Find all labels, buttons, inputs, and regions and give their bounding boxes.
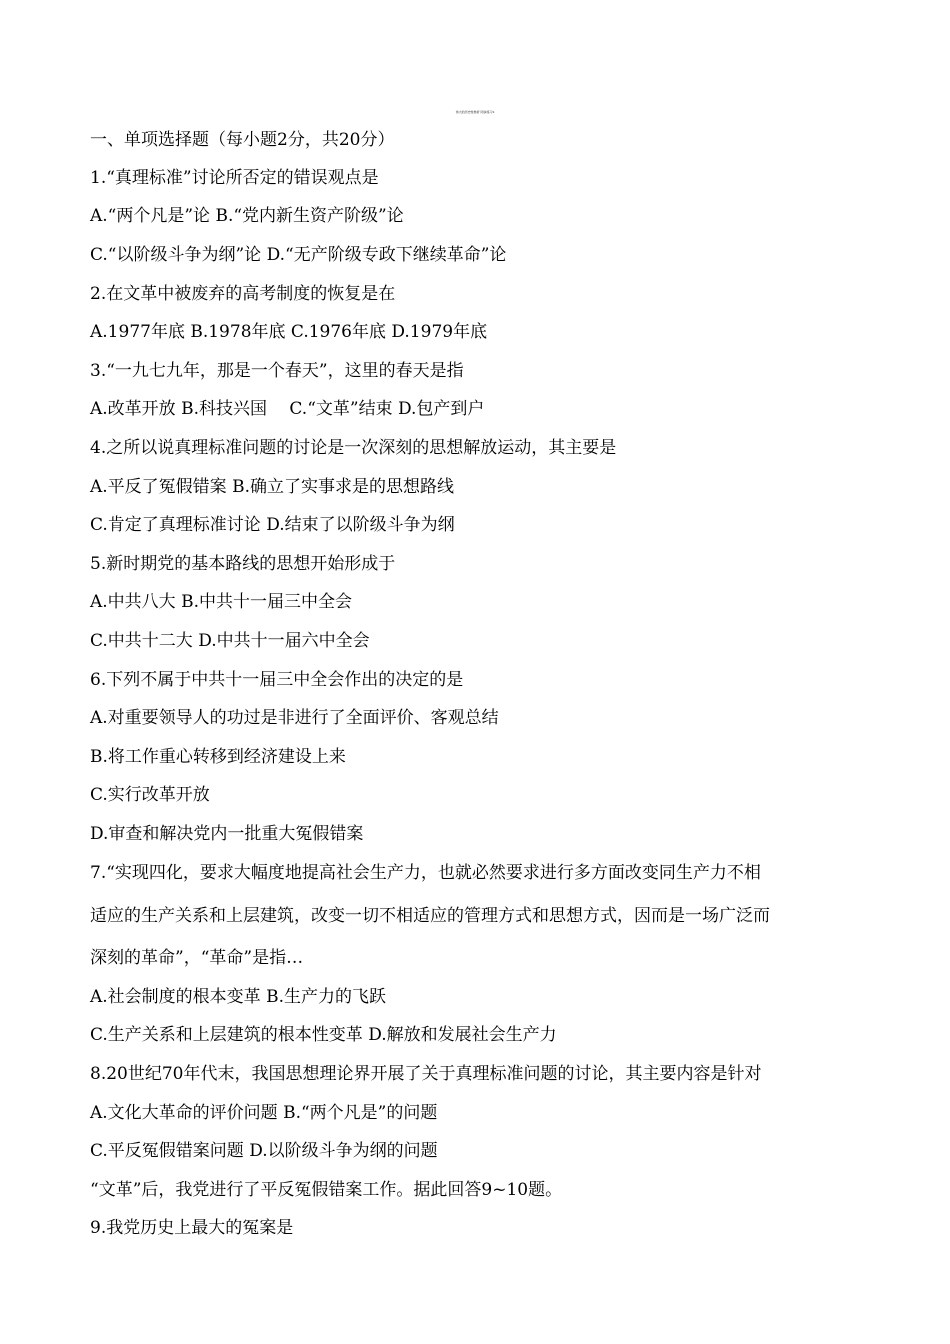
- text-line: 6.下列不属于中共十一届三中全会作出的决定的是: [90, 670, 464, 690]
- text-line: “文革”后，我党进行了平反冤假错案工作。据此回答9~10题。: [90, 1180, 563, 1200]
- text-line: 7.“实现四化，要求大幅度地提高社会生产力，也就必然要求进行多方面改变同生产力不相: [90, 863, 761, 883]
- text-line: A.文化大革命的评价问题 B.“两个凡是”的问题: [90, 1103, 438, 1123]
- text-line: 1.“真理标准”讨论所否定的错误观点是: [90, 168, 379, 188]
- text-line: 2.在文革中被废弃的高考制度的恢复是在: [90, 284, 396, 304]
- text-line: A.1977年底 B.1978年底 C.1976年底 D.1979年底: [90, 322, 488, 342]
- text-line: A.“两个凡是”论 B.“党内新生资产阶级”论: [90, 206, 404, 226]
- text-line: A.改革开放 B.科技兴国 C.“文革”结束 D.包产到户: [90, 399, 485, 419]
- text-line: B.将工作重心转移到经济建设上来: [90, 747, 346, 767]
- text-line: C.中共十二大 D.中共十一届六中全会: [90, 631, 370, 651]
- text-line: C.肯定了真理标准讨论 D.结束了以阶级斗争为纲: [90, 515, 455, 535]
- text-line: 4.之所以说真理标准问题的讨论是一次深刻的思想解放运动，其主要是: [90, 438, 617, 458]
- text-line: C.实行改革开放: [90, 785, 210, 805]
- text-line: 8.20世纪70年代末，我国思想理论界开展了关于真理标准问题的讨论，其主要内容是针对: [90, 1064, 762, 1084]
- text-line: C.生产关系和上层建筑的根本性变革 D.解放和发展社会生产力: [90, 1025, 557, 1045]
- text-line: 9.我党历史上最大的冤案是: [90, 1218, 294, 1238]
- section-heading: 一、单项选择题（每小题2分，共20分）: [90, 130, 395, 150]
- text-line: A.中共八大 B.中共十一届三中全会: [90, 592, 352, 612]
- text-line: C.平反冤假错案问题 D.以阶级斗争为纲的问题: [90, 1141, 438, 1161]
- text-line: A.对重要领导人的功过是非进行了全面评价、客观总结: [90, 708, 499, 728]
- text-line: A.平反了冤假错案 B.确立了实事求是的思想路线: [90, 477, 454, 497]
- text-line: C.“以阶级斗争为纲”论 D.“无产阶级专政下继续革命”论: [90, 245, 507, 265]
- text-line: 3.“一九七九年，那是一个春天”，这里的春天是指: [90, 361, 464, 381]
- text-line: 适应的生产关系和上层建筑，改变一切不相适应的管理方式和思想方式，因而是一场广泛而: [90, 906, 770, 926]
- text-line: D.审查和解决党内一批重大冤假错案: [90, 824, 364, 844]
- text-line: 5.新时期党的基本路线的思想开始形成于: [90, 554, 396, 574]
- page-title: 伟大的历史性转折 同步练习2: [455, 110, 495, 114]
- text-line: A.社会制度的根本变革 B.生产力的飞跃: [90, 987, 386, 1007]
- text-line: 深刻的革命”，“革命”是指…: [90, 948, 304, 968]
